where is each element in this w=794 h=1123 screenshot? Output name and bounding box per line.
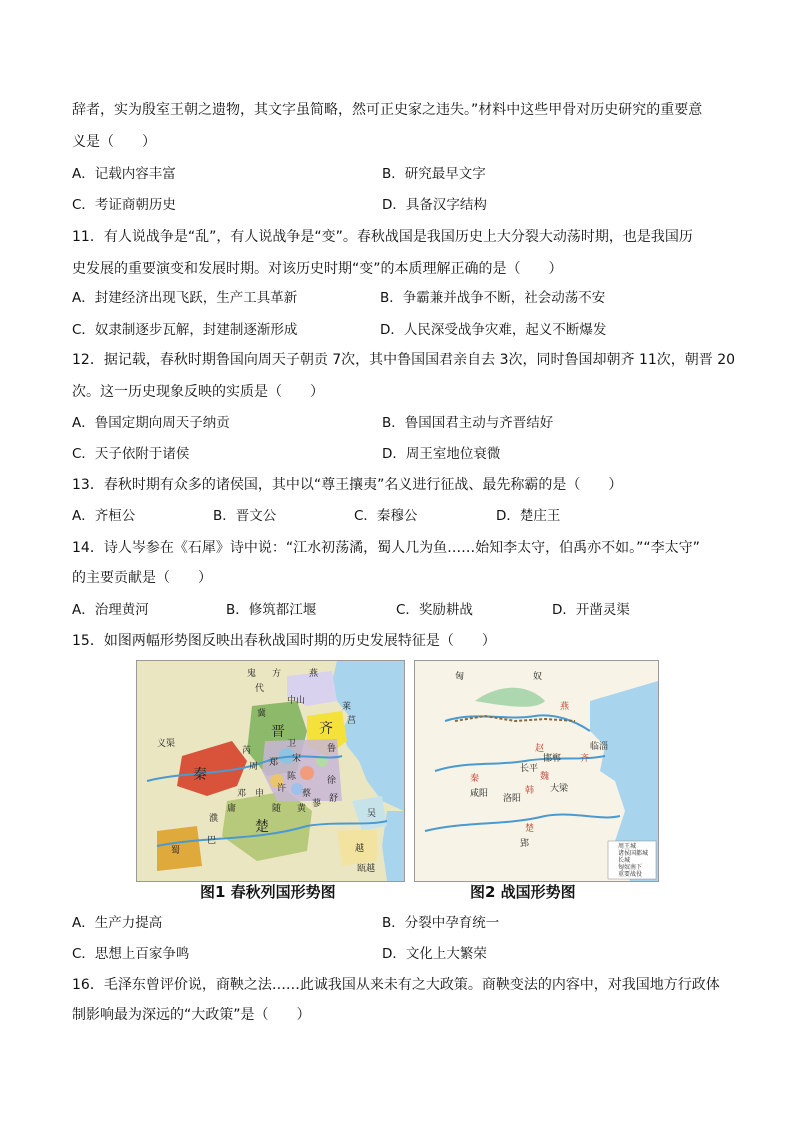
map1-label-shu2: 舒: [329, 794, 339, 804]
map2-label-nu: 奴: [533, 672, 543, 682]
map2-legend-4: 匈奴南下: [618, 864, 643, 871]
q15-option-c[interactable]: C．思想上百家争鸣: [72, 946, 190, 962]
map1-label-rui: 芮: [242, 746, 252, 756]
map1-label-deng: 邓: [237, 789, 247, 799]
map2-label-linzi: 临淄: [590, 742, 609, 752]
map1-label-yong: 庸: [227, 804, 237, 814]
q14-option-d[interactable]: D．开凿灵渠: [552, 602, 630, 618]
map1-label-lu: 鲁: [327, 744, 337, 754]
map1-label-yiqu: 义渠: [157, 739, 176, 749]
fig2-caption: 图2 战国形势图: [470, 883, 576, 901]
map2-label-han: 韩: [525, 786, 535, 796]
map1-label-cai: 蔡: [302, 789, 312, 799]
q14-text-line1: 14．诗人岑参在《石犀》诗中说：“江水初荡潏，蜀人几为鱼……始知李太守，伯禹亦不如。”“李太守”: [72, 540, 700, 556]
map1-label-yue: 越: [355, 844, 365, 854]
map1-label-lai: 莱: [342, 702, 352, 712]
map2-label-qi: 齐: [580, 754, 590, 764]
warring-states-map-svg: [415, 661, 658, 881]
q12-option-c[interactable]: C．天子依附于诸侯: [72, 446, 190, 462]
map1-label-zheng: 郑: [269, 758, 279, 768]
map2-label-changping: 长平: [520, 764, 539, 774]
q10-option-a[interactable]: A．记载内容丰富: [72, 166, 176, 182]
q10-text-line1: 辞者，实为殷室王朝之遗物，其文字虽简略，然可正史家之违失。”材料中这些甲骨对历史研究的重要意: [72, 102, 703, 118]
map2-label-ying: 郢: [520, 839, 530, 849]
q11-option-d[interactable]: D．人民深受战争灾难，起义不断爆发: [380, 322, 607, 338]
map1-label-sui: 随: [272, 804, 282, 814]
q14-text-line2: 的主要贡献是（ ）: [72, 570, 212, 586]
map2-legend-3: 长城: [618, 857, 631, 864]
map1-label-fang: 方: [272, 669, 282, 679]
q10-text-line2: 义是（ ）: [72, 134, 156, 150]
map1-label-qi: 齐: [319, 721, 333, 737]
map1-label-zhou: 周: [249, 762, 259, 772]
q10-option-b[interactable]: B．研究最早文字: [382, 166, 486, 182]
map1-label-wei: 卫: [287, 739, 297, 749]
q13-option-c[interactable]: C．秦穆公: [354, 508, 418, 524]
fig1-caption: 图1 春秋列国形势图: [200, 883, 336, 901]
map1-label-ba: 巴: [207, 836, 217, 846]
q11-text-line1: 11．有人说战争是“乱”，有人说战争是“变”。春秋战国是我国历史上大分裂大动荡时期，也是我国历: [72, 229, 693, 245]
spring-autumn-map-svg: [137, 661, 404, 881]
warring-states-map: [414, 660, 659, 882]
q12-option-a[interactable]: A．鲁国定期向周天子纳贡: [72, 415, 230, 431]
map1-label-chu: 楚: [255, 819, 269, 835]
map2-label-xiong: 匈: [455, 672, 465, 682]
map1-label-chen: 陈: [287, 772, 297, 782]
q15-text-line1: 15．如图两幅形势图反映出春秋战国时期的历史发展特征是（ ）: [72, 633, 496, 649]
map2-label-handan: 邯郸: [543, 754, 562, 764]
map1-label-dai: 代: [255, 684, 265, 694]
map1-label-qin: 秦: [193, 767, 207, 783]
q11-option-b[interactable]: B．争霸兼并战争不断，社会动荡不安: [380, 290, 606, 306]
q11-option-c[interactable]: C．奴隶制逐步瓦解，封建制逐渐形成: [72, 322, 298, 338]
map1-label-shen: 申: [255, 789, 265, 799]
map1-label-ouyue: 瓯越: [357, 864, 376, 874]
map1-label-ju: 莒: [347, 716, 357, 726]
q12-text-line2: 次。这一历史现象反映的实质是（ ）: [72, 384, 324, 400]
map2-label-qin: 秦: [470, 774, 480, 784]
map1-label-yan: 燕: [309, 669, 319, 679]
q13-option-b[interactable]: B．晋文公: [213, 508, 277, 524]
map2-legend-2: 诸侯国都城: [618, 850, 649, 857]
map1-label-jin: 晋: [271, 724, 285, 740]
map1-label-pu: 濮: [209, 814, 219, 824]
map1-label-wu: 吴: [367, 809, 377, 819]
q13-option-a[interactable]: A．齐桓公: [72, 508, 136, 524]
map1-label-song: 宋: [292, 754, 302, 764]
q14-option-a[interactable]: A．治理黄河: [72, 602, 149, 618]
map2-legend-5: 重要战役: [618, 871, 643, 878]
map2-label-zhao: 赵: [535, 744, 545, 754]
q11-option-a[interactable]: A．封建经济出现飞跃，生产工具革新: [72, 290, 298, 306]
q14-option-c[interactable]: C．奖励耕战: [396, 602, 473, 618]
q16-text-line2: 制影响最为深远的“大政策”是（ ）: [72, 1007, 311, 1023]
spring-autumn-map: [136, 660, 405, 882]
map1-label-xu2: 许: [277, 784, 287, 794]
map2-label-chu: 楚: [525, 824, 535, 834]
map2-label-luoyang: 洛阳: [503, 794, 522, 804]
q10-option-d[interactable]: D．具备汉字结构: [382, 197, 487, 213]
map2-label-yan: 燕: [560, 702, 570, 712]
q14-option-b[interactable]: B．修筑都江堰: [226, 602, 317, 618]
map2-label-wei: 魏: [540, 772, 550, 782]
q16-text-line1: 16．毛泽东曾评价说，商鞅之法……此诚我国从来未有之大政策。商鞅变法的内容中，对我国地方行政体: [72, 977, 720, 993]
q11-text-line2: 史发展的重要演变和发展时期。对该历史时期“变”的本质理解正确的是（ ）: [72, 261, 563, 277]
q13-text-line1: 13．春秋时期有众多的诸侯国，其中以“尊王攘夷”名义进行征战、最先称霸的是（ ）: [72, 477, 623, 493]
map1-label-ji: 冀: [257, 709, 267, 719]
q12-text-line1: 12．据记载，春秋时期鲁国向周天子朝贡 7次，其中鲁国国君亲自去 3次，同时鲁国却朝齐 11次，朝晋 20: [72, 352, 736, 368]
q12-option-b[interactable]: B．鲁国国君主动与齐晋结好: [382, 415, 554, 431]
q10-option-c[interactable]: C．考证商朝历史: [72, 197, 176, 213]
map2-legend-1: 周王城: [618, 843, 637, 850]
map2-label-daliang: 大梁: [550, 784, 569, 794]
map1-label-zhongshan: 中山: [287, 696, 306, 706]
map1-label-gui: 鬼: [247, 669, 257, 679]
q12-option-d[interactable]: D．周王室地位衰微: [382, 446, 501, 462]
map1-label-liao: 蓼: [312, 799, 322, 809]
map1-label-shu: 蜀: [171, 846, 181, 856]
map1-label-xu: 徐: [327, 776, 337, 786]
map2-label-xianyang: 咸阳: [470, 789, 489, 799]
map1-small-state-2: [300, 766, 314, 780]
q15-option-d[interactable]: D．文化上大繁荣: [382, 946, 487, 962]
map1-label-huang: 黄: [297, 804, 307, 814]
q15-option-a[interactable]: A．生产力提高: [72, 915, 163, 931]
q15-option-b[interactable]: B．分裂中孕育统一: [382, 915, 500, 931]
q13-option-d[interactable]: D．楚庄王: [496, 508, 561, 524]
